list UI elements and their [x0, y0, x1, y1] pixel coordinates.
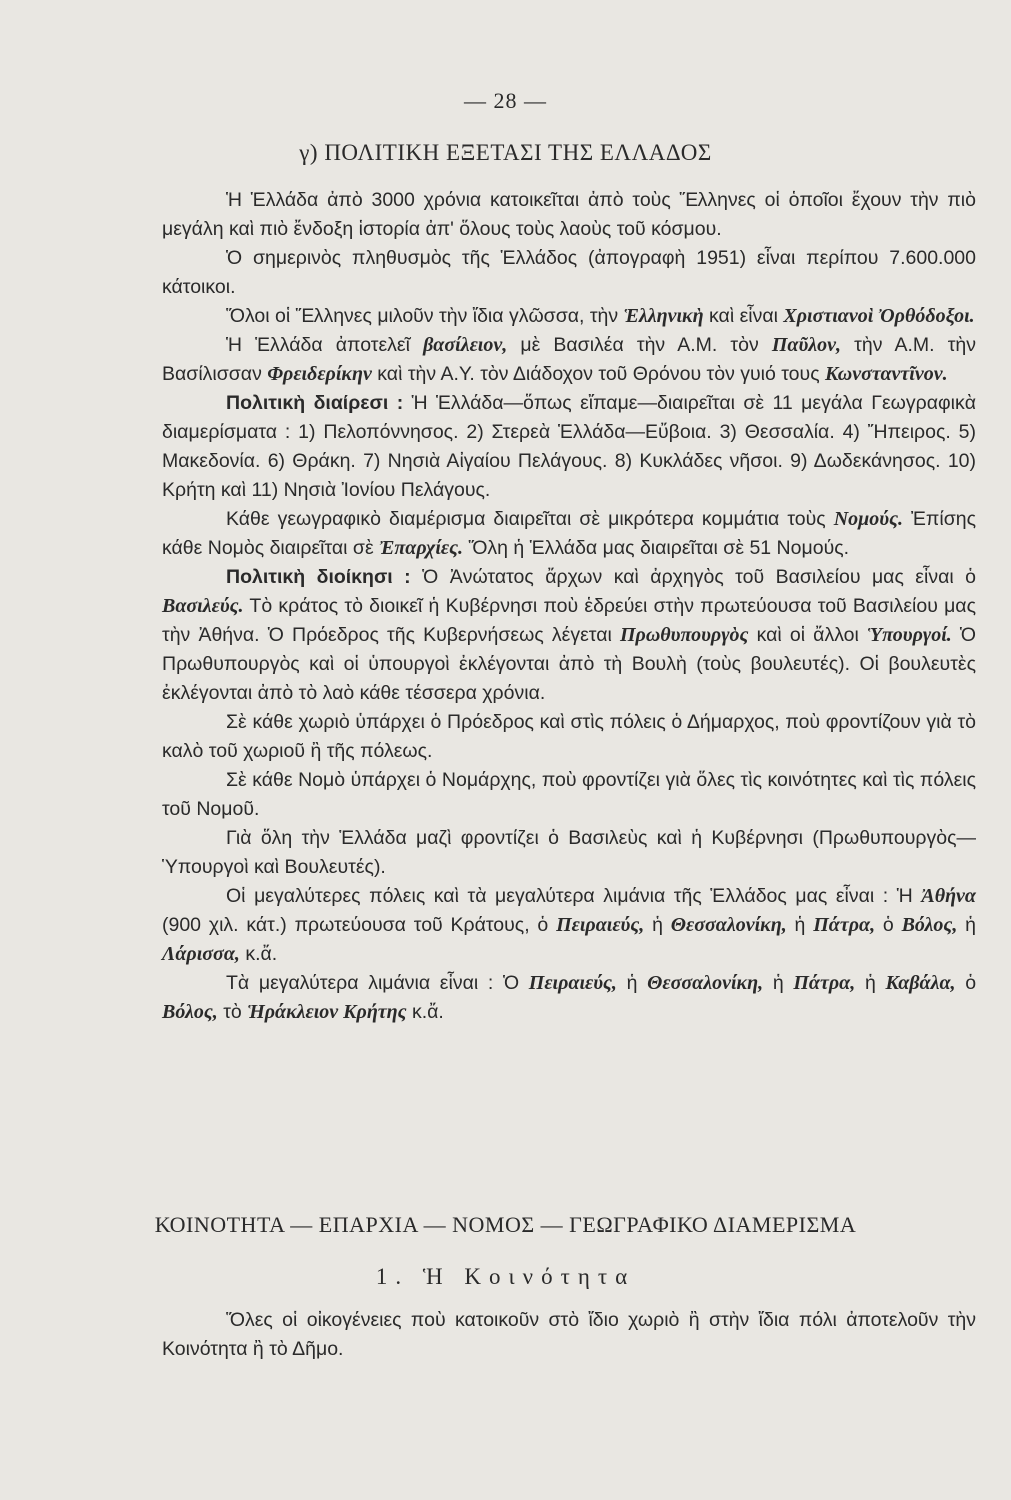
paragraph-9: Σὲ κάθε Νομὸ ὑπάρχει ὁ Νομάρχης, ποὺ φροντίζει γιὰ ὅλες τὶς κοινότητες καὶ τὶς πόλεις τοῦ Νομοῦ. — [162, 769, 976, 820]
paragraph-3: Ὅλοι οἱ Ἕλληνες μιλοῦν τὴν ἴδια γλῶσσα, τὴν Ἑλληνικὴ καὶ εἶναι Χριστιανοὶ Ὀρθόδοξοι. — [226, 305, 975, 327]
paragraph-12: Τὰ μεγαλύτερα λιμάνια εἶναι : Ὁ Πειραιεύς, ἡ Θεσσαλονίκη, ἡ Πάτρα, ἡ Καβάλα, ὁ Βόλος, τὸ Ἡράκλειον Κρήτης κ.ἄ. — [162, 972, 977, 1023]
paragraph-1: Ἡ Ἑλλάδα ἀπὸ 3000 χρόνια κατοικεῖται ἀπὸ τοὺς Ἕλληνες οἱ ὁποῖοι ἔχουν τὴν πιὸ μεγάλη καὶ πιὸ ἔνδοξη ἱστορία ἀπ' ὅλους τοὺς λαοὺς τοῦ κόσμου. — [162, 189, 976, 240]
body-text-1 — [162, 186, 976, 1027]
section-2-title: ΚΟΙΝΟΤΗΤΑ — ΕΠΑΡΧΙΑ — ΝΟΜΟΣ — ΓΕΩΓΡΑΦΙΚΟ ΔΙΑΜΕΡΙΣΜΑ — [154, 1212, 857, 1237]
page-number: — 28 — — [464, 88, 547, 113]
paragraph-6: Κάθε γεωγραφικὸ διαμέρισμα διαιρεῖται σὲ μικρότερα κομμάτια τοὺς Νομούς. Ἐπίσης κάθε Νομὸς διαιρεῖται σὲ Ἐπαρχίες. Ὅλη ἡ Ἑλλάδα μας διαιρεῖται σὲ 51 Νομούς. — [162, 508, 976, 559]
paragraph-13: Ὅλες οἱ οἰκογένειες ποὺ κατοικοῦν στὸ ἴδιο χωριὸ ἢ στὴν ἴδια πόλι ἀποτελοῦν τὴν Κοινότητα ἢ τὸ Δῆμο. — [162, 1309, 976, 1360]
paragraph-11: Οἱ μεγαλύτερες πόλεις καὶ τὰ μεγαλύτερα λιμάνια τῆς Ἑλλάδος μας εἶναι : Ἡ Ἀθήνα (900 χιλ. κάτ.) πρωτεύουσα τοῦ Κράτους, ὁ Πειραιεύς, ἡ Θεσσαλονίκη, ἡ Πάτρα, ὁ Βόλος, ἡ Λάρισσα, κ.ἄ. — [162, 885, 977, 965]
paragraph-2: Ὁ σημερινὸς πληθυσμὸς τῆς Ἑλλάδος (ἀπογραφὴ 1951) εἶναι περίπου 7.600.000 κάτοικοι. — [162, 247, 976, 298]
paragraph-4: Ἡ Ἑλλάδα ἀποτελεῖ βασίλειον, μὲ Βασιλέα τὴν Α.Μ. τὸν Παῦλον, τὴν Α.Μ. τὴν Βασίλισσαν Φρειδερίκην καὶ τὴν Α.Υ. τὸν Διάδοχον τοῦ Θρόνου τὸν γυιό τους Κωνσταντῖνον. — [162, 334, 976, 385]
paragraph-8: Σὲ κάθε χωριὸ ὑπάρχει ὁ Πρόεδρος καὶ στὶς πόλεις ὁ Δήμαρχος, ποὺ φροντίζουν γιὰ τὸ καλὸ τοῦ χωριοῦ ἢ τῆς πόλεως. — [162, 711, 976, 762]
paragraph-7: Πολιτικὴ διοίκησι : Ὁ Ἀνώτατος ἄρχων καὶ ἀρχηγὸς τοῦ Βασιλείου μας εἶναι ὁ Βασιλεύς. Τὸ κράτος τὸ διοικεῖ ἡ Κυβέρνησι ποὺ ἑδρεύει στὴν πρωτεύουσα τοῦ Βασιλείου μας τὴν Ἀθήνα. Ὁ Πρόεδρος τῆς Κυβερνήσεως λέγεται Πρωθυπουργὸς καὶ οἱ ἄλλοι Ὑπουργοί. Ὁ Πρωθυπουργὸς καὶ οἱ ὑπουργοὶ ἐκλέγονται ἀπὸ τὴ Βουλὴ (τοὺς βουλευτές). Οἱ βουλευτὲς ἐκλέγονται ἀπὸ τὸ λαὸ κάθε τέσσερα χρόνια. — [162, 566, 977, 704]
section-title: γ) ΠΟΛΙΤΙΚΗ ΕΞΕΤΑΣΙ ΤΗΣ ΕΛΛΑΔΟΣ — [299, 140, 712, 165]
paragraph-5: Πολιτικὴ διαίρεσι : Ἡ Ἑλλάδα—ὅπως εἴπαμε—διαιρεῖται σὲ 11 μεγάλα Γεωγραφικὰ διαμερίσματα : 1) Πελοπόννησος. 2) Στερεὰ Ἑλλάδα—Εὔβοια. 3) Θεσσαλία. 4) Ἤπειρος. 5) Μακεδονία. 6) Θράκη. 7) Νησιὰ Αἰγαίου Πελάγους. 8) Κυκλάδες νῆσοι. 9) Δωδεκάνησος. 10) Κρήτη καὶ 11) Νησιὰ Ἰονίου Πελάγους. — [162, 392, 977, 501]
subsection-title: 1. Ἡ Κοινότητα — [375, 1264, 636, 1289]
body-text-2 — [162, 1306, 976, 1364]
paragraph-10: Γιὰ ὅλη τὴν Ἑλλάδα μαζὶ φροντίζει ὁ Βασιλεὺς καὶ ἡ Κυβέρνησι (Πρωθυπουργὸς—Ὑπουργοὶ καὶ Βουλευτές). — [162, 827, 976, 878]
